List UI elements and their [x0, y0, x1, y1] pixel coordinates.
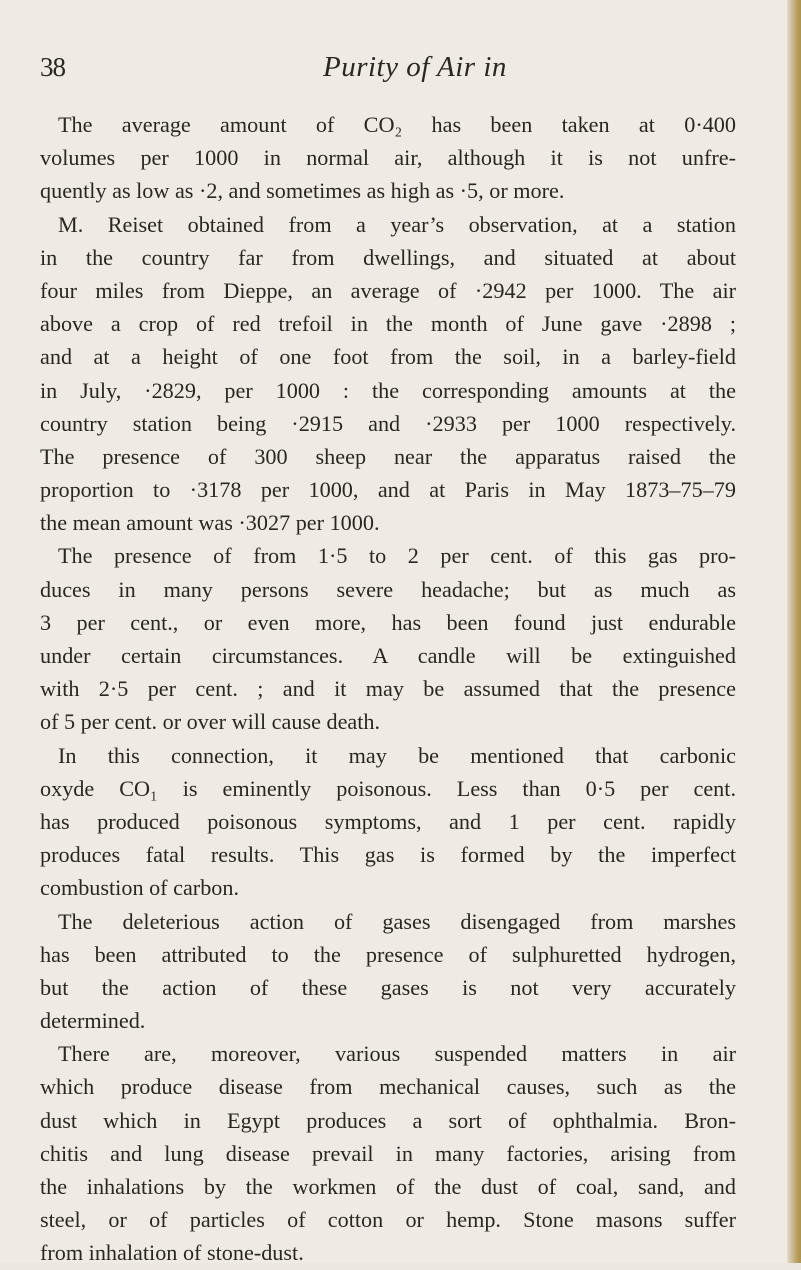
text-line: determined.: [40, 1008, 146, 1034]
text-line: in July, ·2829, per 1000 : the corresponding amounts at the: [40, 377, 736, 403]
text-line: duces in many persons severe headache; but as much as: [40, 576, 736, 602]
running-title: Purity of Air in: [323, 51, 507, 83]
text-line: 3 per cent., or even more, has been found just endurable: [40, 609, 736, 635]
text-line: In this connection, it may be mentioned that carbonic: [58, 742, 736, 768]
text-line: has been attributed to the presence of sulphuretted hydrogen,: [40, 941, 736, 967]
text-line: four miles from Dieppe, an average of ·2942 per 1000. The air: [40, 277, 736, 303]
text-line: of 5 per cent. or over will cause death.: [40, 709, 381, 735]
page-edge: [787, 0, 801, 1263]
text-line: and at a height of one foot from the soil, in a barley-field: [40, 344, 736, 370]
text-line: The presence of from 1·5 to 2 per cent. of this gas pro-: [58, 543, 736, 569]
text-line: The average amount of CO₂ has been taken at 0·400: [58, 112, 736, 137]
page-header: [40, 52, 760, 92]
text-line: oxyde CO₁ is eminently poisonous. Less than 0·5 per cent.: [40, 775, 736, 801]
text-line: proportion to ·3178 per 1000, and at Paris in May 1873–75–79: [40, 477, 736, 503]
text-line: combustion of carbon.: [40, 875, 240, 901]
text-line: The deleterious action of gases disengaged from marshes: [58, 908, 736, 934]
text-line: the inhalations by the workmen of the dust of coal, sand, and: [40, 1174, 736, 1199]
page-number: 38: [40, 52, 65, 82]
text-line: has produced poisonous symptoms, and 1 per cent. rapidly: [40, 808, 736, 834]
text-line: produces fatal results. This gas is formed by the imperfect: [40, 842, 736, 868]
text-line: in the country far from dwellings, and situated at about: [40, 244, 736, 270]
text-line: under certain circumstances. A candle will be extinguished: [40, 643, 736, 668]
text-line: steel, or of particles of cotton or hemp. Stone masons suffer: [40, 1207, 736, 1233]
text-line: which produce disease from mechanical causes, such as the: [40, 1074, 736, 1100]
text-line: with 2·5 per cent. ; and it may be assumed that the presence: [40, 676, 736, 702]
text-line: volumes per 1000 in normal air, although it is not unfre-: [40, 145, 736, 171]
text-line: from inhalation of stone-dust.: [40, 1240, 304, 1266]
text-line: quently as low as ·2, and sometimes as high as ·5, or more.: [40, 178, 565, 204]
text-line: the mean amount was ·3027 per 1000.: [40, 510, 380, 536]
text-line: chitis and lung disease prevail in many factories, arising from: [40, 1140, 736, 1166]
text-line: dust which in Egypt produces a sort of ophthalmia. Bron-: [40, 1107, 736, 1133]
text-line: but the action of these gases is not very accurately: [40, 974, 736, 1000]
text-line: The presence of 300 sheep near the apparatus raised the: [40, 443, 736, 469]
body-text: [40, 108, 736, 1270]
text-line: There are, moreover, various suspended matters in air: [58, 1041, 736, 1067]
text-line: country station being ·2915 and ·2933 per 1000 respectively.: [40, 410, 736, 436]
text-line: M. Reiset obtained from a year’s observation, at a station: [58, 211, 736, 237]
text-line: above a crop of red trefoil in the month of June gave ·2898 ;: [40, 311, 736, 337]
